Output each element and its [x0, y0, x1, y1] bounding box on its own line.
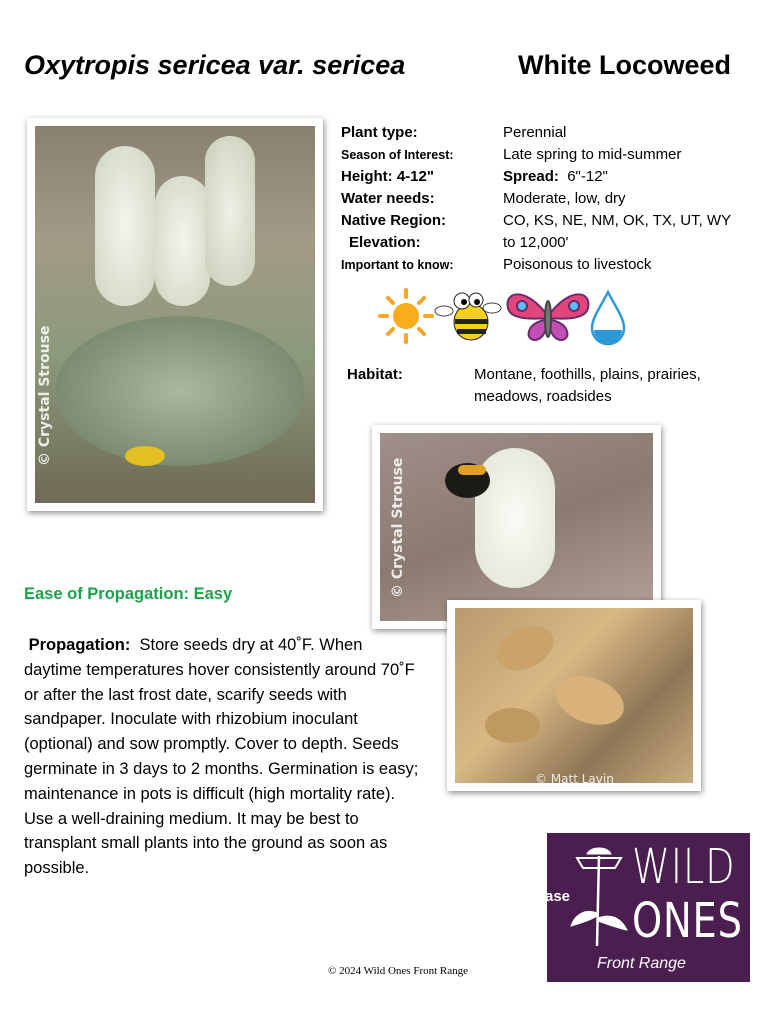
photo-credit: © Matt Lavin: [535, 772, 614, 783]
photo-credit: © Crystal Strouse: [390, 457, 406, 598]
propagation-body: Store seeds dry at 40˚F. When daytime temperatures hover consistently around 70˚F or after the last frost date, scarify seeds with sandpaper. Inoculate with rhizobium inoculant (optional) and sow promptly. Cover to depth. Seeds germinate in 3 days to 2 months. Germination is easy; maintenance in pots is difficult (high mortality rate). Use a well-draining medium. It may be best to transplant small plants into the ground as soon as possible.: [24, 636, 419, 878]
label: Important to know:: [341, 258, 454, 272]
value: CO, KS, NE, NM, OK, TX, UT, WY: [503, 212, 732, 229]
photo-credit: © Crystal Strouse: [37, 325, 53, 466]
ease-of-propagation: Ease of Propagation: Easy: [24, 585, 233, 603]
plant-photo-bee: [372, 425, 661, 629]
label: Elevation:: [349, 234, 421, 251]
value: Moderate, low, dry: [503, 190, 626, 207]
plant-photo-seedpods: [447, 600, 701, 791]
logo-ones: ONES: [632, 893, 743, 949]
value: 6"-12": [567, 168, 608, 185]
label: Plant type:: [341, 124, 418, 141]
value: to 12,000': [503, 234, 569, 251]
scientific-name: Oxytropis sericea var. sericea: [24, 50, 406, 80]
label: Native Region:: [341, 212, 447, 229]
habitat-value: Montane, foothills, plains, prairies, meadows, roadsides: [474, 366, 701, 405]
value: Late spring to mid-summer: [503, 146, 682, 163]
logo-fragment: ase: [545, 888, 571, 905]
habitat-label: Habitat:: [347, 366, 403, 383]
coneflower-icon: [569, 838, 629, 948]
common-name: White Locoweed: [518, 50, 732, 80]
wild-ones-logo: [547, 833, 750, 982]
water-drop-icon: [592, 292, 624, 344]
label: Water needs:: [341, 190, 435, 207]
label: Height: 4-12": [341, 168, 434, 185]
bee-icon: [435, 293, 501, 340]
value: Perennial: [503, 124, 567, 141]
value: Poisonous to livestock: [503, 256, 652, 273]
label: Season of Interest:: [341, 148, 454, 162]
logo-tagline: Front Range: [597, 955, 686, 972]
butterfly-icon: [508, 294, 589, 340]
growing-icons: [376, 286, 632, 346]
plant-photo-main: [27, 118, 323, 511]
footer-copyright: © 2024 Wild Ones Front Range: [328, 965, 469, 977]
propagation-label: Propagation:: [28, 636, 131, 654]
propagation-text: [24, 633, 424, 881]
sun-icon: [380, 290, 432, 342]
logo-wild: WILD: [632, 839, 736, 895]
value-label: Spread:: [503, 168, 559, 185]
